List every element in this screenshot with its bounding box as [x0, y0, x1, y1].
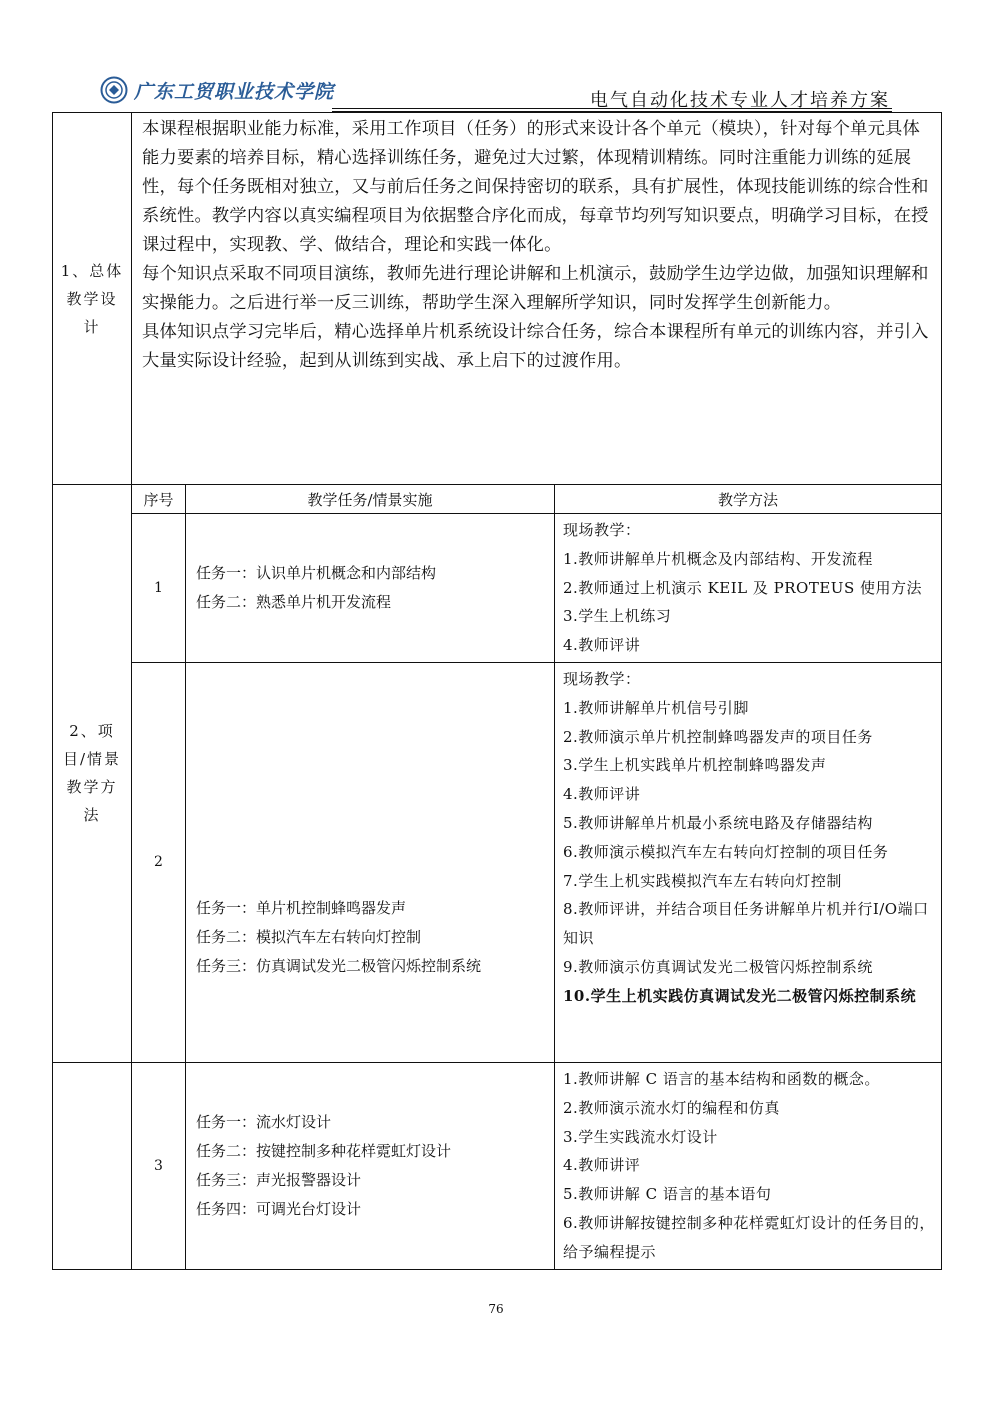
method-item: 8.教师评讲，并结合项目任务讲解单片机并行I/O端口知识	[563, 900, 929, 948]
method-item: 7.学生上机实践模拟汽车左右转向灯控制	[563, 871, 842, 890]
section-label-methods	[53, 485, 132, 1063]
column-header-num: 序号	[132, 485, 186, 514]
college-emblem-icon	[100, 76, 128, 104]
table-row	[53, 1062, 942, 1269]
method-item: 2.教师通过上机演示 KEIL 及 PROTEUS 使用方法	[563, 578, 922, 597]
task-item: 任务二：按键控制多种花样霓虹灯设计	[196, 1141, 452, 1160]
method-item: 4.教师讲评	[563, 1156, 641, 1175]
method-item: 6.教师演示模拟汽车左右转向灯控制的项目任务	[563, 842, 889, 861]
method-item: 10.学生上机实践仿真调试发光二极管闪烁控制系统	[563, 986, 917, 1005]
college-logo	[100, 76, 334, 104]
method-header-row	[53, 485, 942, 514]
overview-paragraph: 本课程根据职业能力标准，采用工作项目（任务）的形式来设计各个单元（模块），针对每个单元具体能力要素的培养目标，精心选择训练任务，避免过大过繁，体现精训精练。同时注重能力训练的延展性，每个任务既相对独立，又与前后任务之间保持密切的联系，具有扩展性，体现技能训练的综合性和系统性。教学内容以真实编程项目为依据整合序化而成，每章节均列写知识要点，明确学习目标，在授课过程中，实现教、学、做结合，理论和实践一体化。	[142, 119, 929, 255]
task-item: 任务一：认识单片机概念和内部结构	[196, 564, 437, 583]
method-list	[555, 662, 942, 1062]
college-name: 广东工贸职业技术学院	[134, 80, 335, 103]
method-item: 现场教学：	[563, 521, 641, 539]
table-row	[53, 514, 942, 663]
section2-label: 2、项目/情景教学方法	[62, 722, 122, 825]
task-spacer	[196, 744, 554, 894]
method-item: 4.教师评讲	[563, 636, 641, 655]
curriculum-table	[52, 112, 942, 1270]
section-label-empty	[53, 1062, 132, 1269]
overview-text	[132, 113, 942, 485]
column-header-tasks: 教学任务/情景实施	[186, 485, 555, 514]
method-list	[555, 514, 942, 663]
method-item: 5.教师讲解单片机最小系统电路及存储器结构	[563, 813, 873, 832]
method-item: 3.学生上机实践单片机控制蜂鸣器发声	[563, 756, 827, 775]
method-item: 9.教师演示仿真调试发光二极管闪烁控制系统	[563, 957, 873, 976]
section-label-overview	[53, 113, 132, 485]
overview-paragraph: 每个知识点采取不同项目演练，教师先进行理论讲解和上机演示，鼓励学生边学边做，加强知识理解和实操能力。之后进行举一反三训练，帮助学生深入理解所学知识，同时发挥学生创新能力。	[142, 264, 929, 313]
method-item: 6.教师讲解按键控制多种花样霓虹灯设计的任务目的，给予编程提示	[563, 1213, 935, 1261]
task-list	[186, 1062, 555, 1269]
method-list	[555, 1062, 942, 1269]
row-number: 3	[132, 1062, 186, 1269]
page-header	[100, 72, 892, 112]
task-item: 任务三：声光报警器设计	[196, 1170, 362, 1189]
method-item: 现场教学：	[563, 669, 641, 688]
method-item: 2.教师演示单片机控制蜂鸣器发声的项目任务	[563, 727, 873, 746]
table-row	[53, 662, 942, 1062]
method-item: 3.学生上机练习	[563, 607, 672, 626]
section1-label: 1、总体教学设计	[60, 261, 124, 336]
overview-paragraph: 具体知识点学习完毕后，精心选择单片机系统设计综合任务，综合本课程所有单元的训练内容，并引入大量实际设计经验，起到从训练到实战、承上启下的过渡作用。	[142, 322, 929, 371]
task-list	[186, 662, 555, 1062]
method-item: 5.教师讲解 C 语言的基本语句	[563, 1185, 772, 1204]
method-item: 1.教师讲解 C 语言的基本结构和函数的概念。	[563, 1069, 880, 1088]
method-item: 1.教师讲解单片机信号引脚	[563, 698, 749, 717]
task-item: 任务四：可调光台灯设计	[196, 1199, 362, 1218]
page-number: 76	[488, 1302, 504, 1316]
document-title: 电气自动化技术专业人才培养方案	[590, 90, 890, 111]
task-list	[186, 514, 555, 663]
row-number: 2	[132, 662, 186, 1062]
method-item: 3.学生实践流水灯设计	[563, 1127, 718, 1146]
task-item: 任务一：流水灯设计	[196, 1113, 332, 1132]
task-item: 任务一：单片机控制蜂鸣器发声	[196, 899, 407, 918]
row-number: 1	[132, 514, 186, 663]
task-item: 任务三：仿真调试发光二极管闪烁控制系统	[196, 956, 482, 975]
header-rule	[332, 108, 892, 109]
method-item: 4.教师评讲	[563, 785, 641, 804]
method-item: 1.教师讲解单片机概念及内部结构、开发流程	[563, 549, 873, 568]
column-header-methods: 教学方法	[555, 485, 942, 514]
task-item: 任务二：模拟汽车左右转向灯控制	[196, 928, 422, 947]
method-item: 2.教师演示流水灯的编程和仿真	[563, 1098, 780, 1117]
overview-row	[53, 113, 942, 485]
task-item: 任务二：熟悉单片机开发流程	[196, 592, 392, 611]
